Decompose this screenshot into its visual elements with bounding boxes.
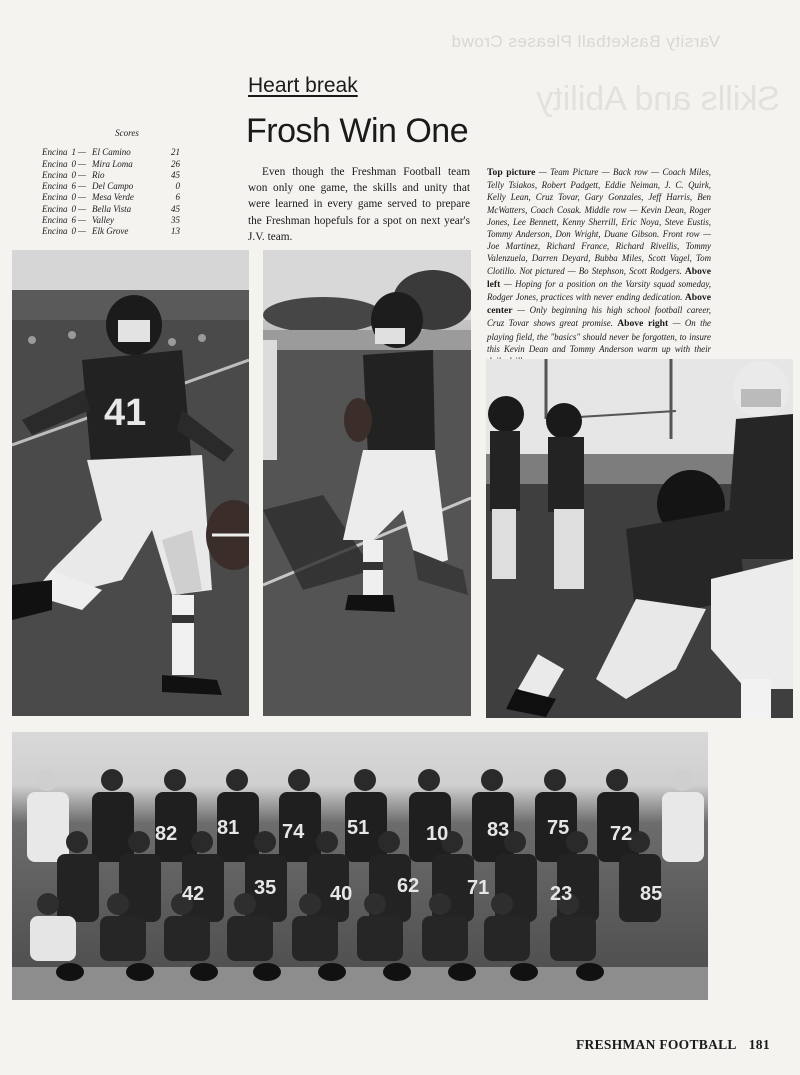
score-dash: —	[78, 226, 87, 237]
home-score: 0	[71, 203, 76, 214]
player-head	[299, 893, 321, 915]
home-team: Encina	[42, 226, 68, 237]
helmet-on-ground	[253, 963, 281, 981]
score-dash: —	[78, 181, 87, 192]
player-body	[164, 916, 210, 961]
photo-above-center	[263, 250, 471, 716]
player-head	[234, 893, 256, 915]
jersey-number: 51	[347, 817, 370, 839]
player-head	[128, 831, 150, 853]
quarterback-photo-art	[263, 250, 471, 716]
player-body	[57, 854, 99, 922]
player-body	[100, 916, 146, 961]
home-team: Encina	[42, 215, 68, 226]
player-head	[191, 831, 213, 853]
photo-caption	[487, 166, 711, 367]
caption-text: — Team Picture — Back row — Coach Miles, Telly Tsiakos, Robert Padgett, Eddie Neiman, J. C. Quirk, Kelly Lean, Cruz Tovar, Gary Gonzales, Jeff Harris, Ben McWatters, Coach Cosak. Middle row — Kevin Dean, Roger Jones, Lee Bennett, Kenny Sherrill, Eric Noya, Steve Eustis, Tommy Anderson, Don Wright, Duane Gibson. Front row — Joe Martinez, Richard France, Richard Rivellis, Tommy Valenzuela, Darren Deyard, Bubba Miles, Scott Vagel, Tom Clotillo. Not pictured — Bo Stephson, Scott Rodgers.	[487, 167, 711, 276]
bleed-through-title: Skills and Ability	[536, 80, 780, 118]
player-head	[288, 769, 310, 791]
jersey-number: 35	[254, 877, 277, 899]
jersey-number: 72	[610, 823, 633, 845]
opponent-name: Rio	[92, 169, 105, 180]
photo-team	[12, 732, 708, 1000]
home-team: Encina	[42, 147, 68, 158]
caption-lead: Above left	[487, 265, 711, 290]
score-dash: —	[78, 192, 87, 203]
jersey-number: 81	[217, 817, 240, 839]
opponent-score: 13	[171, 226, 180, 237]
helmet-on-ground	[190, 963, 218, 981]
home-score: 6	[71, 215, 76, 226]
jersey-number: 74	[282, 821, 305, 843]
home-score: 0	[71, 226, 76, 237]
opponent-name: Bella Vista	[92, 203, 132, 214]
home-team: Encina	[42, 192, 68, 203]
jersey-number: 40	[330, 883, 353, 905]
player-head	[107, 893, 129, 915]
helmet-on-ground	[126, 963, 154, 981]
player-body	[27, 792, 69, 862]
helmet-on-ground	[318, 963, 346, 981]
player-head	[491, 893, 513, 915]
helmet-on-ground	[576, 963, 604, 981]
player-body	[92, 792, 134, 862]
caption-lead: Above center	[487, 292, 711, 317]
section-name: FRESHMAN FOOTBALL	[576, 1037, 737, 1052]
player-body	[662, 792, 704, 862]
caption-text: — Only beginning his high school football career, Cruz Tovar shows great promise.	[487, 305, 711, 329]
score-dash: —	[78, 158, 87, 169]
player-body	[484, 916, 530, 961]
scores-title: Scores	[115, 128, 139, 138]
photo-above-left	[12, 250, 249, 716]
opponent-name: El Camino	[92, 147, 131, 158]
jersey-number-left: 41	[104, 392, 147, 434]
opponent-score: 0	[175, 181, 180, 192]
player-head	[544, 769, 566, 791]
jersey-number: 83	[487, 819, 510, 841]
opponent-score: 35	[171, 215, 180, 226]
player-head	[226, 769, 248, 791]
opponent-name: Elk Grove	[92, 226, 129, 237]
player-head	[316, 831, 338, 853]
jersey-number: 42	[182, 883, 205, 905]
player-body	[550, 916, 596, 961]
home-score: 1	[71, 147, 76, 158]
helmet-on-ground	[56, 963, 84, 981]
caption-text: — Hoping for a position on the Varsity squad someday, Rodger Jones, practices with never ending dedication.	[487, 278, 711, 303]
caption-text: — On the playing field, the "basics" should never be forgotten, to insure this Kevin Dean and Tommy Anderson warm up with their	[487, 318, 711, 354]
story-paragraph: Even though the Freshman Football team won only one game, the skills and unity that were learned in every game served to prepare the Freshman hopefuls for a spot on next year's J.V. team.	[248, 166, 470, 243]
player-head	[364, 893, 386, 915]
player-head	[101, 769, 123, 791]
home-team: Encina	[42, 181, 68, 192]
player-head	[429, 893, 451, 915]
player-head	[66, 831, 88, 853]
helmet-on-ground	[448, 963, 476, 981]
home-score: 0	[71, 169, 76, 180]
player-head	[418, 769, 440, 791]
opponent-score: 45	[171, 169, 180, 180]
opponent-score: 26	[171, 158, 180, 169]
jersey-number: 10	[426, 823, 449, 845]
opponent-name: Valley	[92, 215, 114, 226]
player-body	[357, 916, 403, 961]
opponent-score: 6	[175, 192, 180, 203]
jersey-number: 23	[550, 883, 573, 905]
jersey-number: 71	[467, 877, 490, 899]
opponent-score: 21	[171, 147, 180, 158]
caption-lead: Above right	[617, 318, 669, 330]
player-head	[378, 831, 400, 853]
jersey-number: 85	[640, 883, 663, 905]
player-head	[37, 893, 59, 915]
page-number: 181	[748, 1037, 770, 1052]
home-score: 6	[71, 181, 76, 192]
player-body	[292, 916, 338, 961]
score-dash: —	[78, 203, 87, 214]
home-team: Encina	[42, 169, 68, 180]
player-head	[254, 831, 276, 853]
photo-above-right	[486, 359, 793, 718]
page-footer	[576, 1037, 770, 1053]
home-team: Encina	[42, 203, 68, 214]
player-head	[566, 831, 588, 853]
player-body	[422, 916, 468, 961]
score-rows	[42, 147, 182, 237]
score-row	[42, 226, 182, 237]
page-title: Frosh Win One	[246, 112, 469, 150]
score-dash: —	[78, 147, 87, 158]
caption-lead: Top picture	[487, 167, 536, 178]
player-body	[30, 916, 76, 961]
player-head	[36, 769, 58, 791]
jersey-number: 62	[397, 875, 420, 897]
opponent-name: Mira Loma	[92, 158, 133, 169]
score-dash: —	[78, 169, 87, 180]
opponent-name: Del Campo	[92, 181, 134, 192]
score-row	[42, 147, 182, 158]
scores-table	[42, 128, 182, 238]
home-score: 0	[71, 158, 76, 169]
score-row	[42, 159, 182, 170]
opponent-score: 45	[171, 203, 180, 214]
drill-photo-art	[486, 359, 793, 718]
bleed-through-text: Varsity Basketball Pleases Crowd	[451, 32, 720, 51]
punter-photo-art	[12, 250, 249, 716]
home-score: 0	[71, 192, 76, 203]
player-head	[481, 769, 503, 791]
helmet-on-ground	[510, 963, 538, 981]
player-head	[606, 769, 628, 791]
home-team: Encina	[42, 158, 68, 169]
score-row	[42, 192, 182, 203]
score-row	[42, 204, 182, 215]
kicker-heading: Heart break	[248, 74, 358, 97]
helmet-on-ground	[383, 963, 411, 981]
score-row	[42, 215, 182, 226]
player-head	[671, 769, 693, 791]
player-body	[227, 916, 273, 961]
score-row	[42, 181, 182, 192]
team-photo-art	[12, 732, 708, 1000]
player-head	[164, 769, 186, 791]
jersey-number: 75	[547, 817, 570, 839]
opponent-name: Mesa Verde	[92, 192, 134, 203]
jersey-number: 82	[155, 823, 178, 845]
score-dash: —	[78, 215, 87, 226]
score-row	[42, 170, 182, 181]
player-head	[354, 769, 376, 791]
